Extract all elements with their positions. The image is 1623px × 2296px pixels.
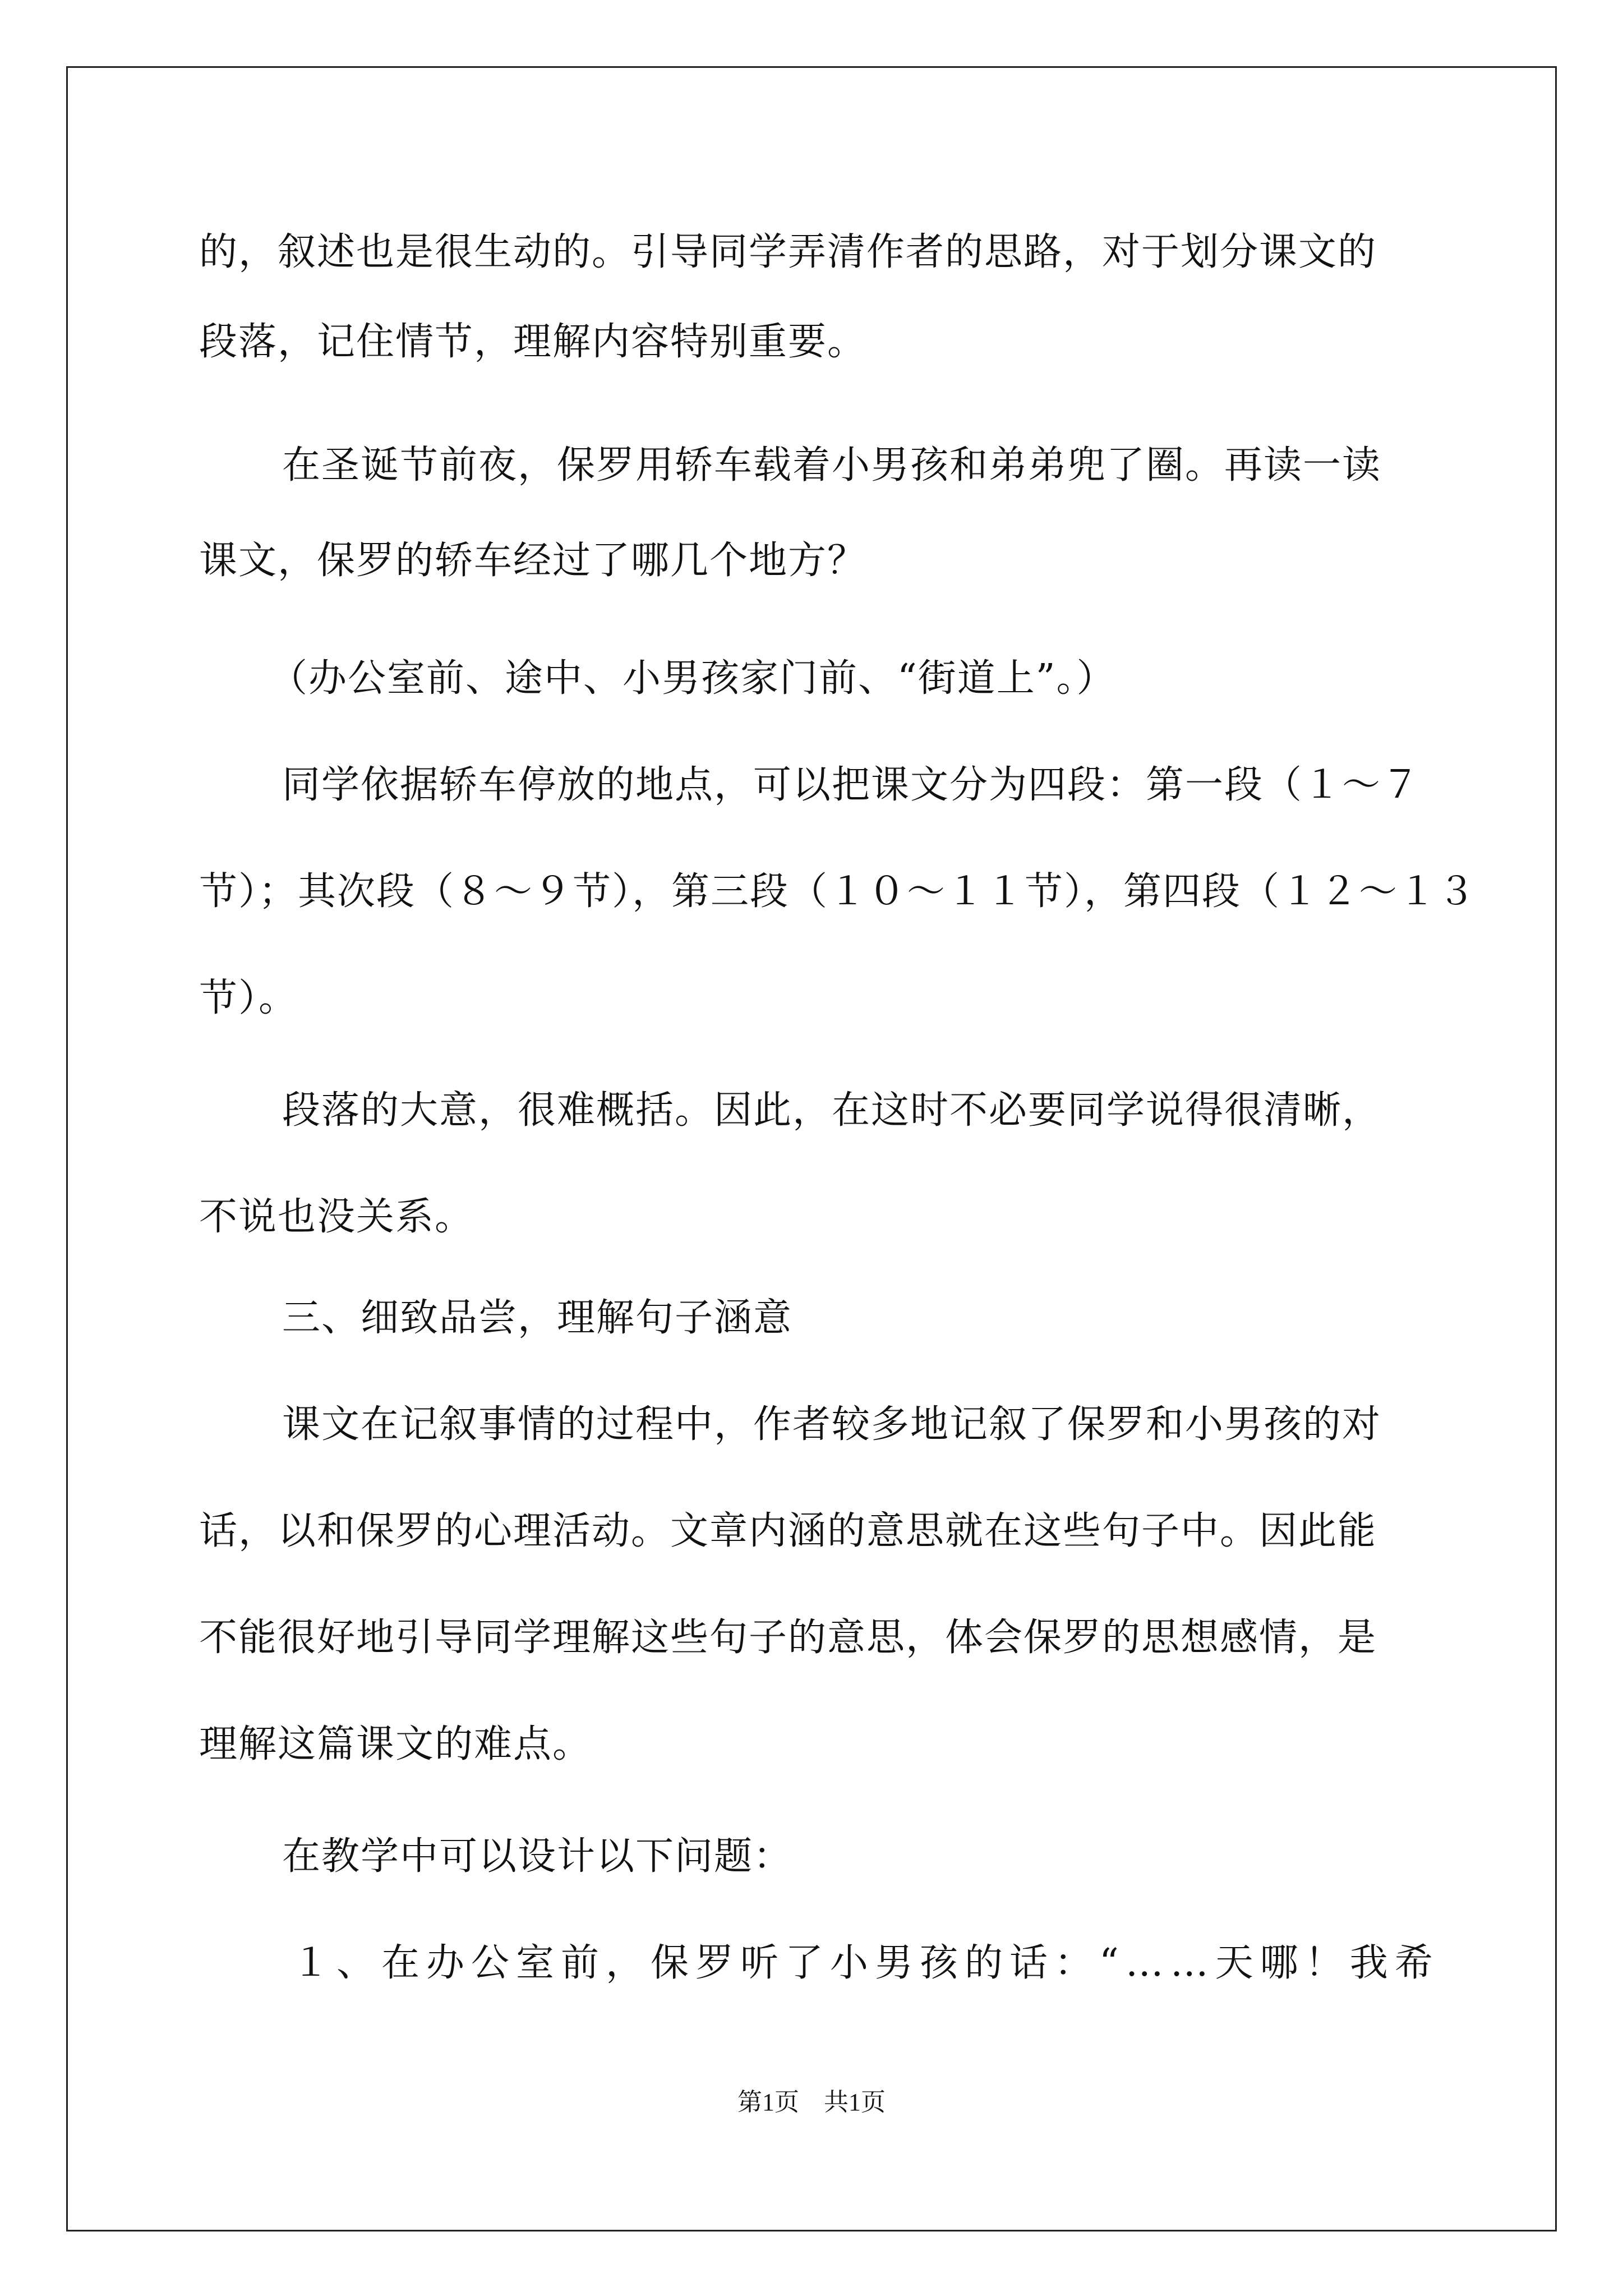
text-line: 不能很好地引导同学理解这些句子的意思，体会保罗的思想感情，是 — [199, 1616, 1377, 1660]
page-border — [66, 66, 1557, 2231]
text-line: 段落，记住情节，理解内容特别重要。 — [199, 320, 867, 364]
page-number: 第1页 共1页 — [737, 2088, 886, 2116]
text-line: 理解这篇课文的难点。 — [199, 1722, 592, 1766]
text-line: 话，以和保罗的心理活动。文章内涵的意思就在这些句子中。因此能 — [199, 1509, 1377, 1553]
text-line: 段落的大意，很难概括。因此，在这时不必要同学说得很清晰， — [282, 1088, 1382, 1133]
text-line: 课文在记叙事情的过程中，作者较多地记叙了保罗和小男孩的对 — [282, 1402, 1382, 1447]
list-item: １、在办公室前，保罗听了小男孩的话：“……天哪！我希 — [292, 1941, 1440, 1985]
text-line: 节）。 — [199, 976, 298, 1020]
text-line: 课文，保罗的轿车经过了哪几个地方？ — [199, 539, 867, 583]
text-line: （办公室前、途中、小男孩家门前、“街道上”。） — [269, 656, 1116, 701]
text-line: 节）；其次段（８～９节），第三段（１０～１１节），第四段（１２～１３ — [199, 869, 1477, 914]
section-heading: 三、细致品尝，理解句子涵意 — [282, 1296, 793, 1340]
text-line: 在圣诞节前夜，保罗用轿车载着小男孩和弟弟兜了圈。再读一读 — [282, 443, 1382, 487]
text-line: 不说也没关系。 — [199, 1195, 474, 1239]
text-line: 在教学中可以设计以下问题： — [282, 1834, 793, 1879]
text-line: 同学依据轿车停放的地点，可以把课文分为四段：第一段（１～７ — [282, 763, 1421, 807]
text-line: 的，叙述也是很生动的。引导同学弄清作者的思路，对于划分课文的 — [199, 230, 1377, 274]
